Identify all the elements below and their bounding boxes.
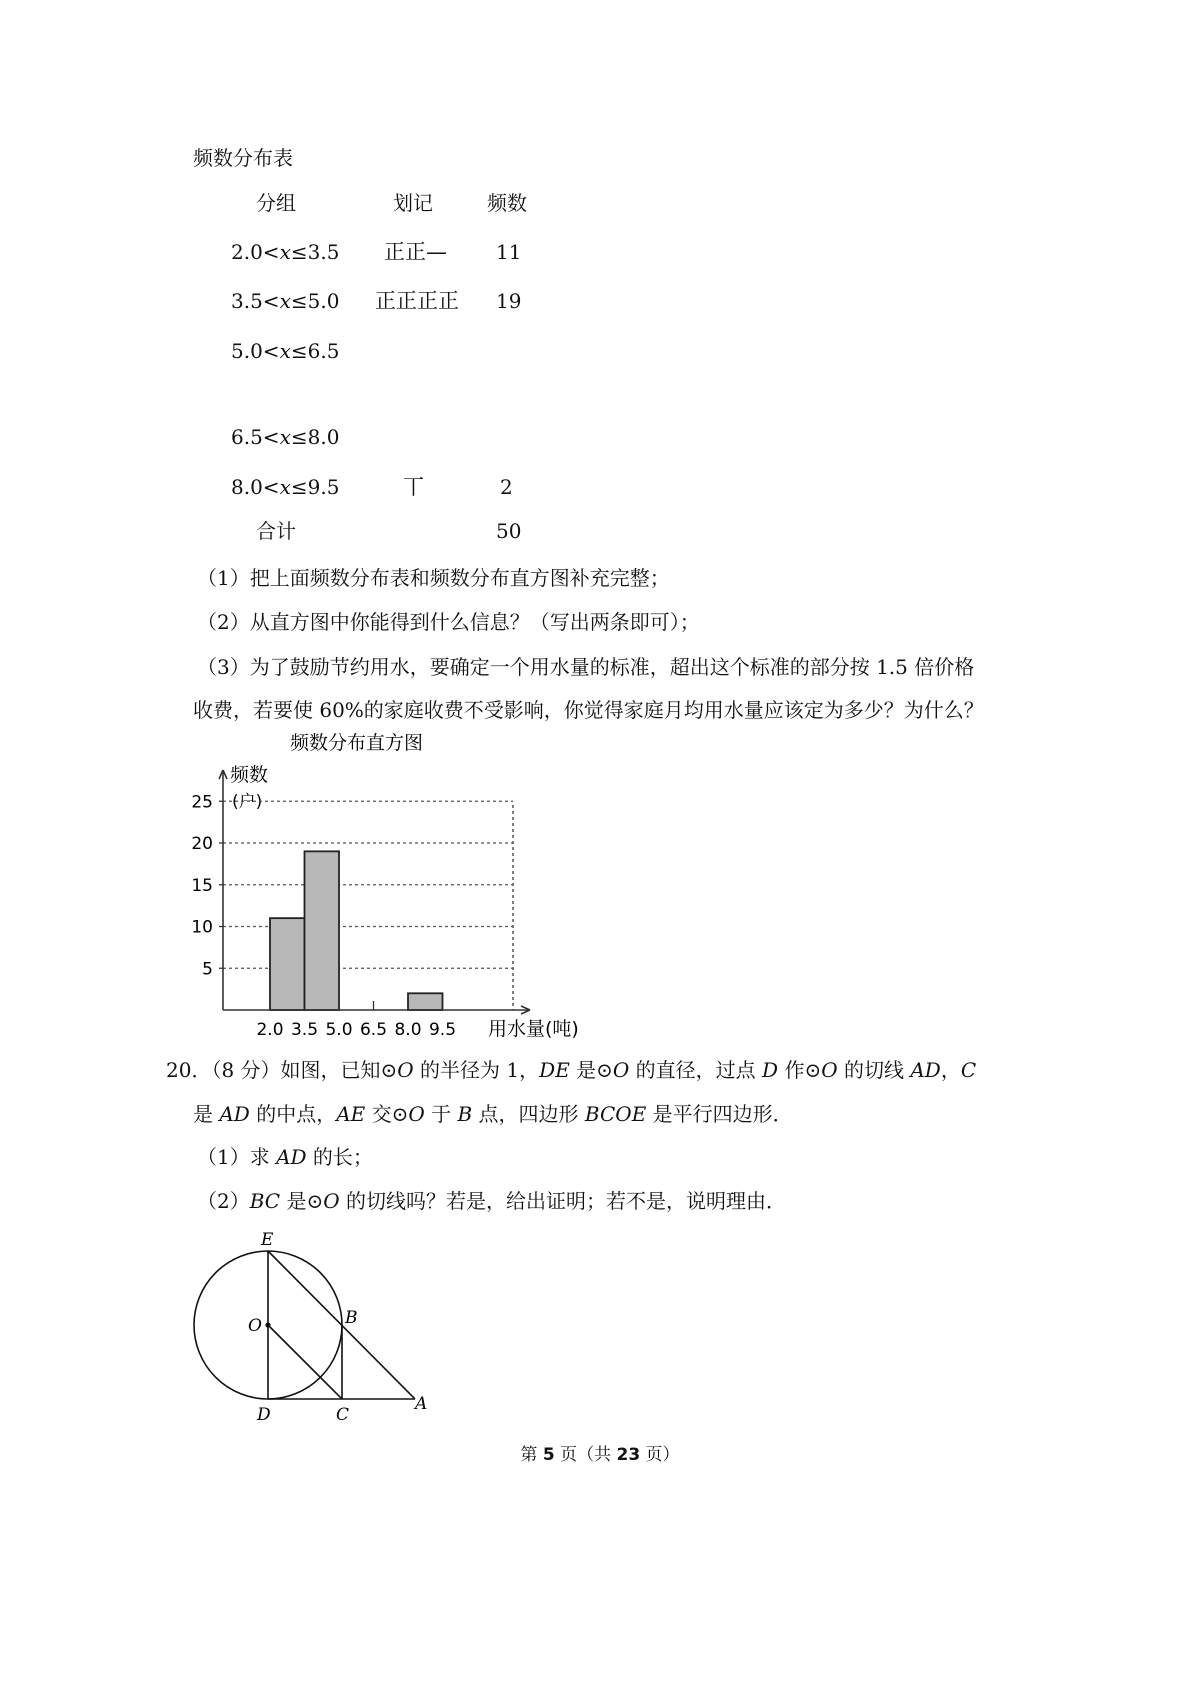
center-point xyxy=(265,1322,270,1327)
gridlines xyxy=(219,801,513,968)
y-tick-label: 15 xyxy=(191,875,213,896)
group-cell: 8.0<x≤9.5 xyxy=(231,475,340,499)
page-total: 23 xyxy=(616,1445,641,1465)
label-b: B xyxy=(345,1308,358,1328)
question-20-part-1 xyxy=(197,1145,373,1169)
question-19-part-2: （2）从直方图中你能得到什么信息？（写出两条即可）； xyxy=(197,610,700,634)
text-run: AD xyxy=(910,1058,941,1082)
header-frequency: 频数 xyxy=(487,191,527,215)
text-run: B xyxy=(457,1102,473,1126)
question-19-part-3: （3）为了鼓励节约用水，要确定一个用水量的标准，超出这个标准的部分按 1.5 倍价格 xyxy=(197,655,975,679)
text-run: 的切线吗？若是，给出证明；若不是，说明理由． xyxy=(339,1189,786,1213)
page-number: 5 xyxy=(542,1445,555,1465)
text-run: 是⊙ xyxy=(569,1058,613,1082)
histogram-chart xyxy=(170,725,610,1045)
text-run: 是⊙ xyxy=(280,1189,324,1213)
text-run: BC xyxy=(249,1189,281,1213)
chart-title: 频数分布直方图 xyxy=(290,732,424,754)
histogram-bar xyxy=(270,918,305,1010)
header-group: 分组 xyxy=(256,191,296,215)
text-run: 于 xyxy=(424,1102,458,1126)
frequency-cell: 19 xyxy=(496,289,522,313)
text-run: 的半径为 1， xyxy=(413,1058,540,1082)
label-a: A xyxy=(415,1394,428,1414)
label-o: O xyxy=(248,1316,262,1336)
y-axis-label: 频数 xyxy=(230,764,269,786)
tally-cell: 丅 xyxy=(403,475,424,499)
y-tick-label: 25 xyxy=(191,792,213,813)
histogram-bar xyxy=(305,851,340,1010)
x-tick-label: 2.0 xyxy=(256,1020,284,1040)
question-20-line-2 xyxy=(193,1102,793,1126)
y-tick-labels xyxy=(191,792,213,979)
x-tick-label: 5.0 xyxy=(325,1020,353,1040)
question-19-part-1: （1）把上面频数分布表和频数分布直方图补充完整； xyxy=(197,566,670,590)
text-run: 的长； xyxy=(306,1145,373,1169)
bars xyxy=(270,851,443,1010)
total-label: 合计 xyxy=(256,519,296,543)
question-20-line-1 xyxy=(166,1058,976,1082)
text-run: C xyxy=(960,1058,977,1082)
group-cell: 2.0<x≤3.5 xyxy=(231,240,340,264)
x-axis-label: 用水量(吨) xyxy=(488,1018,579,1040)
y-tick-label: 5 xyxy=(202,959,213,980)
text-run: 是平行四边形． xyxy=(646,1102,793,1126)
segment-oc xyxy=(268,1325,342,1399)
x-tick-label: 8.0 xyxy=(394,1020,422,1040)
total-value: 50 xyxy=(496,519,522,543)
group-cell: 6.5<x≤8.0 xyxy=(231,425,340,449)
page-footer: 第 5 页（共 23 页） xyxy=(520,1445,680,1465)
group-cell: 5.0<x≤6.5 xyxy=(231,339,340,363)
text-run: BCOE xyxy=(584,1102,647,1126)
geometry-figure xyxy=(185,1225,445,1425)
label-e: E xyxy=(261,1230,274,1250)
text-run: （2） xyxy=(197,1189,250,1213)
tally-cell: 正正正正 xyxy=(375,289,459,313)
question-20-part-2 xyxy=(197,1189,786,1213)
question-19-part-3-cont: 收费，若要使 60%的家庭收费不受影响，你觉得家庭月均用水量应该定为多少？为什么？ xyxy=(193,698,984,722)
text-run: ， xyxy=(940,1058,961,1082)
text-run: 的直径，过点 xyxy=(629,1058,763,1082)
y-tick-label: 20 xyxy=(191,834,213,854)
text-run: DE xyxy=(539,1058,570,1082)
text-run: 的中点， xyxy=(249,1102,337,1126)
x-tick-label: 3.5 xyxy=(290,1020,319,1040)
text-run: 作⊙ xyxy=(778,1058,822,1082)
tally-cell: 正正— xyxy=(384,240,447,264)
text-run: O xyxy=(408,1102,425,1126)
frequency-cell: 11 xyxy=(496,240,522,264)
text-run: AD xyxy=(276,1145,307,1169)
frequency-cell: 2 xyxy=(500,475,513,499)
text-run: AE xyxy=(336,1102,366,1126)
text-run: 的切线 xyxy=(837,1058,911,1082)
table-title: 频数分布表 xyxy=(193,146,293,170)
text-run: 是 xyxy=(193,1102,220,1126)
histogram-bar xyxy=(408,993,443,1010)
text-run: O xyxy=(612,1058,630,1082)
y-tick-label: 10 xyxy=(191,917,213,938)
text-run: （1）求 xyxy=(197,1145,277,1169)
text-run: O xyxy=(821,1058,838,1082)
text-run: 点，四边形 xyxy=(472,1102,585,1126)
text-run: D xyxy=(762,1058,779,1082)
text-run: 20．（8 分）如图，已知⊙ xyxy=(166,1058,398,1082)
text-run: 交⊙ xyxy=(365,1102,409,1126)
label-d: D xyxy=(257,1405,271,1425)
header-tally: 划记 xyxy=(393,191,433,215)
group-cell: 3.5<x≤5.0 xyxy=(231,289,340,313)
x-tick-label: 6.5 xyxy=(359,1020,388,1040)
text-run: O xyxy=(323,1189,340,1213)
x-tick-label: 9.5 xyxy=(428,1020,457,1040)
text-run: AD xyxy=(219,1102,250,1126)
y-axis-unit: (户) xyxy=(232,792,263,812)
label-c: C xyxy=(336,1405,350,1425)
text-run: O xyxy=(397,1058,414,1082)
